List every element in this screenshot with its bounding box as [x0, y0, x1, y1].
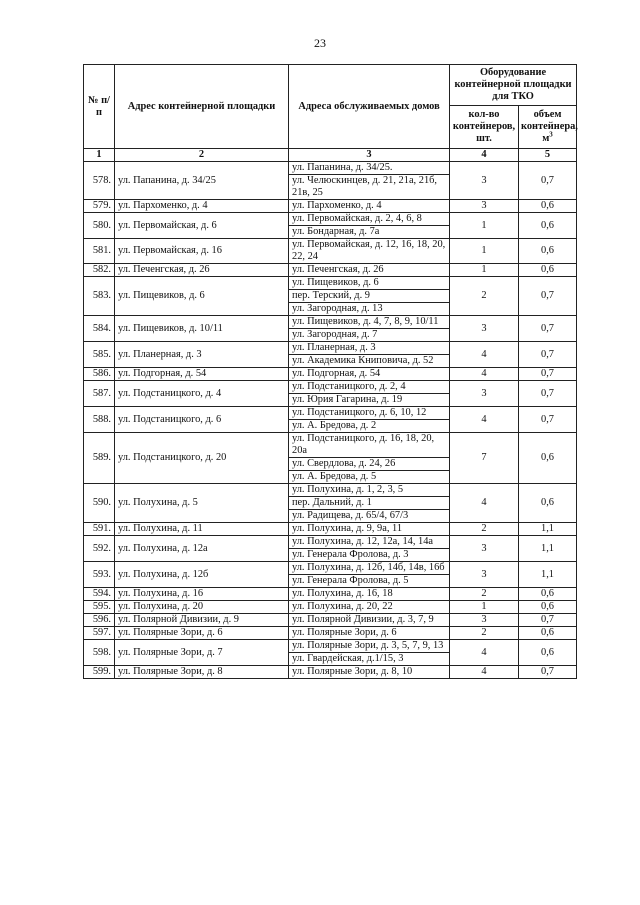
container-volume: 0,6 [519, 433, 577, 484]
column-number: 4 [450, 149, 519, 162]
container-volume: 0,7 [519, 277, 577, 316]
container-volume: 0,6 [519, 601, 577, 614]
container-volume: 1,1 [519, 523, 577, 536]
served-house-address: ул. Подгорная, д. 54 [289, 368, 450, 381]
volume-unit-superscript: 3 [549, 130, 553, 139]
table-row [84, 213, 577, 226]
served-house-address: пер. Дальний, д. 1 [289, 497, 450, 510]
site-address: ул. Пищевиков, д. 6 [115, 277, 289, 316]
container-volume: 0,7 [519, 162, 577, 200]
served-house-address: ул. Первомайская, д. 2, 4, 6, 8 [289, 213, 450, 226]
served-house-address: ул. Гвардейская, д.1/15, 3 [289, 653, 450, 666]
container-sites-table [83, 64, 577, 679]
row-number: 585. [84, 342, 115, 368]
served-house-address: ул. Юрия Гагарина, д. 19 [289, 394, 450, 407]
page-number: 23 [314, 36, 326, 50]
served-house-address: ул. Загородная, д. 13 [289, 303, 450, 316]
site-address: ул. Полухина, д. 5 [115, 484, 289, 523]
container-count: 3 [450, 162, 519, 200]
container-count: 3 [450, 536, 519, 562]
table-row [84, 368, 577, 381]
row-number: 593. [84, 562, 115, 588]
container-count: 4 [450, 666, 519, 679]
table-row [84, 407, 577, 420]
table-row [84, 433, 577, 458]
header-number: № п/п [84, 65, 115, 149]
table-row [84, 627, 577, 640]
container-count: 3 [450, 316, 519, 342]
container-count: 1 [450, 264, 519, 277]
container-volume: 0,6 [519, 588, 577, 601]
served-house-address: ул. Академика Книповича, д. 52 [289, 355, 450, 368]
column-number: 2 [115, 149, 289, 162]
container-count: 3 [450, 381, 519, 407]
table-row [84, 316, 577, 329]
header-equipment: Оборудование контейнерной площадки для ТКО [450, 65, 577, 106]
container-count: 2 [450, 277, 519, 316]
served-house-address: ул. Полярные Зори, д. 8, 10 [289, 666, 450, 679]
site-address: ул. Подгорная, д. 54 [115, 368, 289, 381]
served-house-address: ул. Полухина, д. 12, 12а, 14, 14а [289, 536, 450, 549]
row-number: 580. [84, 213, 115, 239]
container-count: 1 [450, 239, 519, 264]
site-address: ул. Подстаницкого, д. 6 [115, 407, 289, 433]
table-row [84, 381, 577, 394]
served-house-address: ул. А. Бредова, д. 5 [289, 471, 450, 484]
row-number: 597. [84, 627, 115, 640]
served-house-address: ул. Печенгская, д. 26 [289, 264, 450, 277]
table-row [84, 601, 577, 614]
site-address: ул. Полярные Зори, д. 8 [115, 666, 289, 679]
served-house-address: ул. Генерала Фролова, д. 3 [289, 549, 450, 562]
container-count: 2 [450, 588, 519, 601]
row-number: 588. [84, 407, 115, 433]
container-volume: 0,7 [519, 316, 577, 342]
served-house-address: ул. Полярные Зори, д. 6 [289, 627, 450, 640]
table-row [84, 484, 577, 497]
row-number: 583. [84, 277, 115, 316]
site-address: ул. Подстаницкого, д. 20 [115, 433, 289, 484]
site-address: ул. Подстаницкого, д. 4 [115, 381, 289, 407]
served-house-address: ул. Подстаницкого, д. 16, 18, 20, 20а [289, 433, 450, 458]
header-served-houses: Адреса обслуживаемых домов [289, 65, 450, 149]
served-house-address: ул. Полухина, д. 9, 9а, 11 [289, 523, 450, 536]
site-address: ул. Полярные Зори, д. 6 [115, 627, 289, 640]
row-number: 579. [84, 200, 115, 213]
served-house-address: ул. Бондарная, д. 7а [289, 226, 450, 239]
served-house-address: ул. Планерная, д. 3 [289, 342, 450, 355]
site-address: ул. Первомайская, д. 16 [115, 239, 289, 264]
served-house-address: ул. Свердлова, д. 24, 26 [289, 458, 450, 471]
container-count: 2 [450, 523, 519, 536]
row-number: 582. [84, 264, 115, 277]
header-site-address: Адрес контейнерной площадки [115, 65, 289, 149]
served-house-address: ул. Полухина, д. 16, 18 [289, 588, 450, 601]
container-volume: 0,6 [519, 264, 577, 277]
site-address: ул. Полярной Дивизии, д. 9 [115, 614, 289, 627]
served-house-address: ул. Полухина, д. 20, 22 [289, 601, 450, 614]
header-row [84, 65, 577, 106]
table-row [84, 666, 577, 679]
container-volume: 0,7 [519, 614, 577, 627]
container-volume: 0,6 [519, 213, 577, 239]
container-volume: 0,7 [519, 407, 577, 433]
site-address: ул. Печенгская, д. 26 [115, 264, 289, 277]
container-volume: 0,6 [519, 484, 577, 523]
row-number: 586. [84, 368, 115, 381]
container-count: 4 [450, 640, 519, 666]
table-row [84, 239, 577, 264]
served-house-address: ул. Подстаницкого, д. 2, 4 [289, 381, 450, 394]
column-number: 3 [289, 149, 450, 162]
header-container-count: кол-во контейнеров, шт. [450, 106, 519, 149]
container-volume: 0,6 [519, 200, 577, 213]
table-row [84, 342, 577, 355]
container-count: 2 [450, 627, 519, 640]
row-number: 598. [84, 640, 115, 666]
site-address: ул. Полярные Зори, д. 7 [115, 640, 289, 666]
served-house-address: ул. Папанина, д. 34/25. [289, 162, 450, 175]
row-number: 595. [84, 601, 115, 614]
site-address: ул. Первомайская, д. 6 [115, 213, 289, 239]
site-address: ул. Полухина, д. 20 [115, 601, 289, 614]
container-count: 3 [450, 200, 519, 213]
site-address: ул. Папанина, д. 34/25 [115, 162, 289, 200]
container-volume: 1,1 [519, 536, 577, 562]
container-count: 7 [450, 433, 519, 484]
site-address: ул. Полухина, д. 11 [115, 523, 289, 536]
container-volume: 0,6 [519, 239, 577, 264]
container-count: 1 [450, 213, 519, 239]
served-house-address: ул. Подстаницкого, д. 6, 10, 12 [289, 407, 450, 420]
table-row [84, 588, 577, 601]
container-count: 1 [450, 601, 519, 614]
served-house-address: ул. Загородная, д. 7 [289, 329, 450, 342]
table-row [84, 640, 577, 653]
container-count: 4 [450, 342, 519, 368]
table-row [84, 562, 577, 575]
container-volume: 0,7 [519, 666, 577, 679]
table-row [84, 523, 577, 536]
site-address: ул. Пищевиков, д. 10/11 [115, 316, 289, 342]
site-address: ул. Полухина, д. 12б [115, 562, 289, 588]
served-house-address: пер. Терский, д. 9 [289, 290, 450, 303]
table-row [84, 277, 577, 290]
container-volume: 0,7 [519, 342, 577, 368]
site-address: ул. Пархоменко, д. 4 [115, 200, 289, 213]
served-house-address: ул. А. Бредова, д. 2 [289, 420, 450, 433]
row-number: 592. [84, 536, 115, 562]
container-count: 3 [450, 614, 519, 627]
table-row [84, 162, 577, 175]
site-address: ул. Полухина, д. 12а [115, 536, 289, 562]
row-number: 594. [84, 588, 115, 601]
container-count: 4 [450, 407, 519, 433]
row-number: 589. [84, 433, 115, 484]
served-house-address: ул. Пищевиков, д. 6 [289, 277, 450, 290]
table-row [84, 614, 577, 627]
container-volume: 0,6 [519, 627, 577, 640]
site-address: ул. Полухина, д. 16 [115, 588, 289, 601]
row-number: 578. [84, 162, 115, 200]
container-count: 3 [450, 562, 519, 588]
table-row [84, 200, 577, 213]
served-house-address: ул. Полярной Дивизии, д. 3, 7, 9 [289, 614, 450, 627]
served-house-address: ул. Полухина, д. 12б, 14б, 14в, 16б [289, 562, 450, 575]
served-house-address: ул. Первомайская, д. 12, 16, 18, 20, 22, 24 [289, 239, 450, 264]
served-house-address: ул. Пищевиков, д. 4, 7, 8, 9, 10/11 [289, 316, 450, 329]
column-number: 1 [84, 149, 115, 162]
table-row [84, 264, 577, 277]
served-house-address: ул. Генерала Фролова, д. 5 [289, 575, 450, 588]
container-volume: 0,7 [519, 381, 577, 407]
served-house-address: ул. Челюскинцев, д. 21, 21а, 21б, 21в, 25 [289, 175, 450, 200]
container-volume: 0,7 [519, 368, 577, 381]
served-house-address: ул. Радищева, д. 65/4, 67/3 [289, 510, 450, 523]
container-count: 4 [450, 368, 519, 381]
row-number: 591. [84, 523, 115, 536]
row-number: 599. [84, 666, 115, 679]
site-address: ул. Планерная, д. 3 [115, 342, 289, 368]
row-number: 581. [84, 239, 115, 264]
served-house-address: ул. Пархоменко, д. 4 [289, 200, 450, 213]
column-number-row [84, 149, 577, 162]
container-volume: 0,6 [519, 640, 577, 666]
volume-label: объем контейнера, м [521, 109, 578, 144]
header-container-volume [519, 106, 577, 149]
row-number: 590. [84, 484, 115, 523]
table-body [84, 162, 577, 679]
row-number: 596. [84, 614, 115, 627]
container-count: 4 [450, 484, 519, 523]
served-house-address: ул. Полухина, д. 1, 2, 3, 5 [289, 484, 450, 497]
column-number: 5 [519, 149, 577, 162]
container-volume: 1,1 [519, 562, 577, 588]
row-number: 584. [84, 316, 115, 342]
served-house-address: ул. Полярные Зори, д. 3, 5, 7, 9, 13 [289, 640, 450, 653]
row-number: 587. [84, 381, 115, 407]
table-row [84, 536, 577, 549]
